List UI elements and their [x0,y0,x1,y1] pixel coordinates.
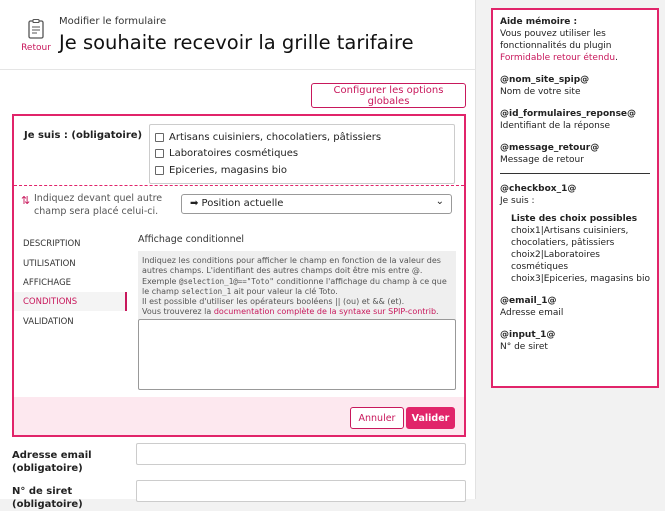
memo-desc: Nom de votre site [500,87,581,97]
documentation-link[interactable]: documentation complète de la syntaxe sur SPIP-contrib [213,307,437,317]
siret-field[interactable] [136,480,466,502]
memo-choice: choix2|Laboratoires cosmétiques [511,250,600,272]
memo-sidebar [491,8,659,388]
conditions-textarea[interactable] [138,319,456,390]
memo-desc: Je suis : [500,196,535,206]
choice-label: Epiceries, magasins bio [169,164,288,176]
sort-arrows-icon: ⇅ [21,194,31,207]
order-help-text: Indiquez devant quel autre champ sera placé celui-ci. [34,193,163,217]
choice-item[interactable] [150,146,454,163]
memo-key: @email_1@ [500,296,557,306]
memo-key: @id_formulaires_reponse@ [500,109,637,119]
plugin-link[interactable]: Formidable retour étendu [500,53,616,63]
field-tabs-area [14,226,464,396]
conditions-help [138,251,456,319]
conditions-title: Affichage conditionnel [138,234,245,245]
email-label: Adresse email (obligatoire) [12,450,92,474]
page-title: Je souhaite recevoir la grille tarifaire [59,31,414,54]
memo-intro [500,28,650,64]
configure-global-options-button[interactable]: Configurer les options globales [311,83,466,108]
help-text: ait pour valeur la clé Toto. [231,286,338,296]
help-text: Vous trouverez la [142,307,214,317]
help-text: Exemple [142,276,180,286]
memo-key: @message_retour@ [500,143,600,153]
cancel-button[interactable]: Annuler [350,407,404,429]
help-line: Indiquez les conditions pour afficher le champ en fonction de la valeur des autres champs. L'identifiant des autres champs doit être mis entre @. [142,256,441,276]
tab-utilisation[interactable]: UTILISATION [23,259,76,269]
memo-desc: N° de siret [500,342,548,352]
chevron-down-icon: ⌄ [435,196,444,207]
email-field[interactable] [136,443,466,465]
page-subtitle: Modifier le formulaire [59,16,167,27]
memo-divider [500,173,650,174]
field-label: Je suis : (obligatoire) [24,130,143,141]
memo-intro-text: Vous pouvez utiliser les fonctionnalités du plugin [500,29,612,51]
tab-validation[interactable]: VALIDATION [23,317,74,327]
checkbox[interactable] [155,166,164,175]
siret-label: N° de siret (obligatoire) [12,486,83,510]
form-icon [26,18,46,40]
memo-desc: Adresse email [500,308,564,318]
field-editor [12,114,466,437]
memo-intro-end: . [615,53,618,63]
memo-desc: Message de retour [500,155,584,165]
position-select-value: ➡ Position actuelle [190,198,284,209]
help-code: selection_1 [181,286,232,296]
memo-title: Aide mémoire : [500,17,578,27]
validate-button[interactable]: Valider [406,407,455,429]
tab-affichage[interactable]: AFFICHAGE [23,278,72,288]
choice-label: Laboratoires cosmétiques [169,148,299,160]
position-select[interactable] [181,194,452,214]
help-line: Il est possible d'utiliser les opérateurs booléens || (ou) et && (et). [142,297,405,307]
back-label[interactable]: Retour [21,43,51,53]
checkbox[interactable] [155,133,164,142]
choice-label: Artisans cuisiniers, chocolatiers, pâtissiers [169,131,382,143]
field-order-zone [14,186,464,220]
memo-desc: Identifiant de la réponse [500,121,611,131]
help-text: . [436,307,439,317]
field-preview [14,116,464,186]
back-button[interactable] [16,18,56,62]
choice-item[interactable] [150,129,454,146]
memo-choice: choix3|Epiceries, magasins bio [511,274,650,284]
memo-choice: choix1|Artisans cuisiniers, chocolatiers, pâtissiers [511,226,629,248]
choices-list [149,124,455,184]
memo-key: @input_1@ [500,330,556,340]
help-code: @selection_1@=="Toto" [179,276,274,286]
memo-key: @nom_site_spip@ [500,75,590,85]
field-actions [14,397,464,435]
tab-description[interactable]: DESCRIPTION [23,239,81,249]
choice-item[interactable] [150,162,454,179]
conditions-panel [138,234,456,394]
page-header [0,0,476,70]
checkbox[interactable] [155,149,164,158]
memo-key: @checkbox_1@ [500,184,577,194]
tab-conditions[interactable]: CONDITIONS [14,292,127,311]
choices-list-title: Liste des choix possibles [511,214,638,224]
help-text: conditionne l'affichage du champ à ce que le champ [142,276,447,296]
